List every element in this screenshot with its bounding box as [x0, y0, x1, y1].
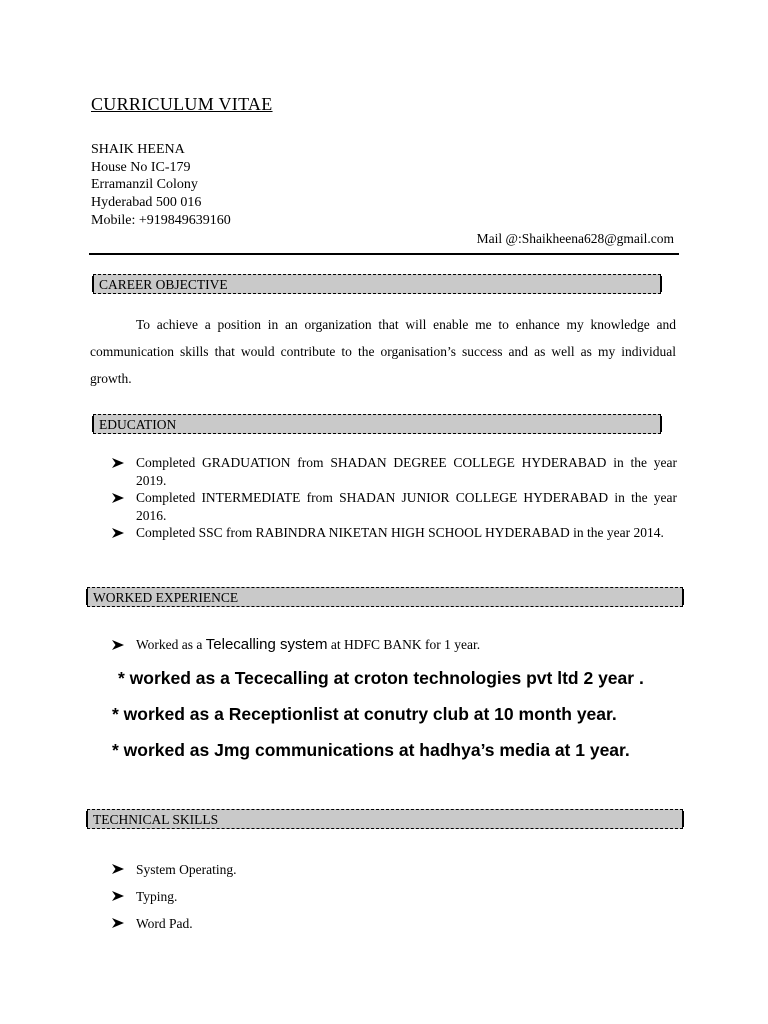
section-heading-label: CAREER OBJECTIVE	[99, 277, 228, 292]
arrow-bullet-icon	[112, 891, 124, 901]
list-item	[110, 856, 677, 883]
skill-item-text: Typing.	[136, 889, 178, 904]
section-heading-label: EDUCATION	[99, 417, 177, 432]
experience-role: Telecalling system	[205, 636, 328, 653]
list-item	[110, 489, 677, 524]
arrow-bullet-icon	[112, 640, 124, 650]
address-line: Hyderabad 500 016	[91, 195, 202, 211]
section-heading-education	[93, 414, 661, 434]
experience-line: * worked as a Receptionlist at conutry club at 10 month year.	[112, 704, 617, 724]
career-objective-body: To achieve a position in an organization that will enable me to enhance my knowledge and communication skills that would contribute to the organisation’s success and as well as my individual growth.	[90, 317, 676, 386]
education-list	[110, 454, 677, 542]
document-title: CURRICULUM VITAE	[91, 94, 273, 114]
contact-block	[91, 141, 231, 230]
section-heading-career-objective	[93, 274, 661, 294]
list-item	[110, 454, 677, 489]
list-item	[110, 636, 677, 654]
skills-list	[110, 856, 677, 937]
arrow-bullet-icon	[112, 864, 124, 874]
arrow-bullet-icon	[112, 493, 124, 503]
section-heading-worked-experience	[87, 587, 683, 607]
list-item	[110, 910, 677, 937]
header-divider	[89, 253, 679, 255]
arrow-bullet-icon	[112, 528, 124, 538]
experience-prefix: Worked as a	[136, 637, 203, 652]
skill-item-text: System Operating.	[136, 862, 237, 877]
experience-list	[110, 636, 677, 654]
education-item-text: Completed SSC from RABINDRA NIKETAN HIGH SCHOOL HYDERABAD in the year 2014.	[136, 525, 664, 540]
candidate-name: SHAIK HEENA	[91, 142, 185, 157]
experience-suffix: at HDFC BANK for 1 year.	[330, 637, 481, 652]
career-objective-text	[90, 311, 676, 392]
mobile-number: Mobile: +919849639160	[91, 212, 231, 228]
section-heading-label: WORKED EXPERIENCE	[93, 590, 239, 605]
experience-line: * worked as a Tececalling at croton technologies pvt ltd 2 year .	[118, 668, 644, 688]
education-item-text: Completed GRADUATION from SHADAN DEGREE COLLEGE HYDERABAD in the year 2019.	[136, 455, 677, 488]
address-line: Erramanzil Colony	[91, 177, 198, 193]
list-item	[110, 524, 677, 542]
education-item-text: Completed INTERMEDIATE from SHADAN JUNIOR COLLEGE HYDERABAD in the year 2016.	[136, 490, 677, 523]
arrow-bullet-icon	[112, 918, 124, 928]
email-address: Mail @:Shaikheena628@gmail.com	[476, 231, 674, 246]
section-heading-label: TECHNICAL SKILLS	[93, 812, 219, 827]
list-item	[110, 883, 677, 910]
arrow-bullet-icon	[112, 458, 124, 468]
address-line: House No IC-179	[91, 159, 191, 175]
section-heading-technical-skills	[87, 809, 683, 829]
skill-item-text: Word Pad.	[136, 916, 193, 931]
experience-line: * worked as Jmg communications at hadhya’s media at 1 year.	[112, 740, 630, 760]
